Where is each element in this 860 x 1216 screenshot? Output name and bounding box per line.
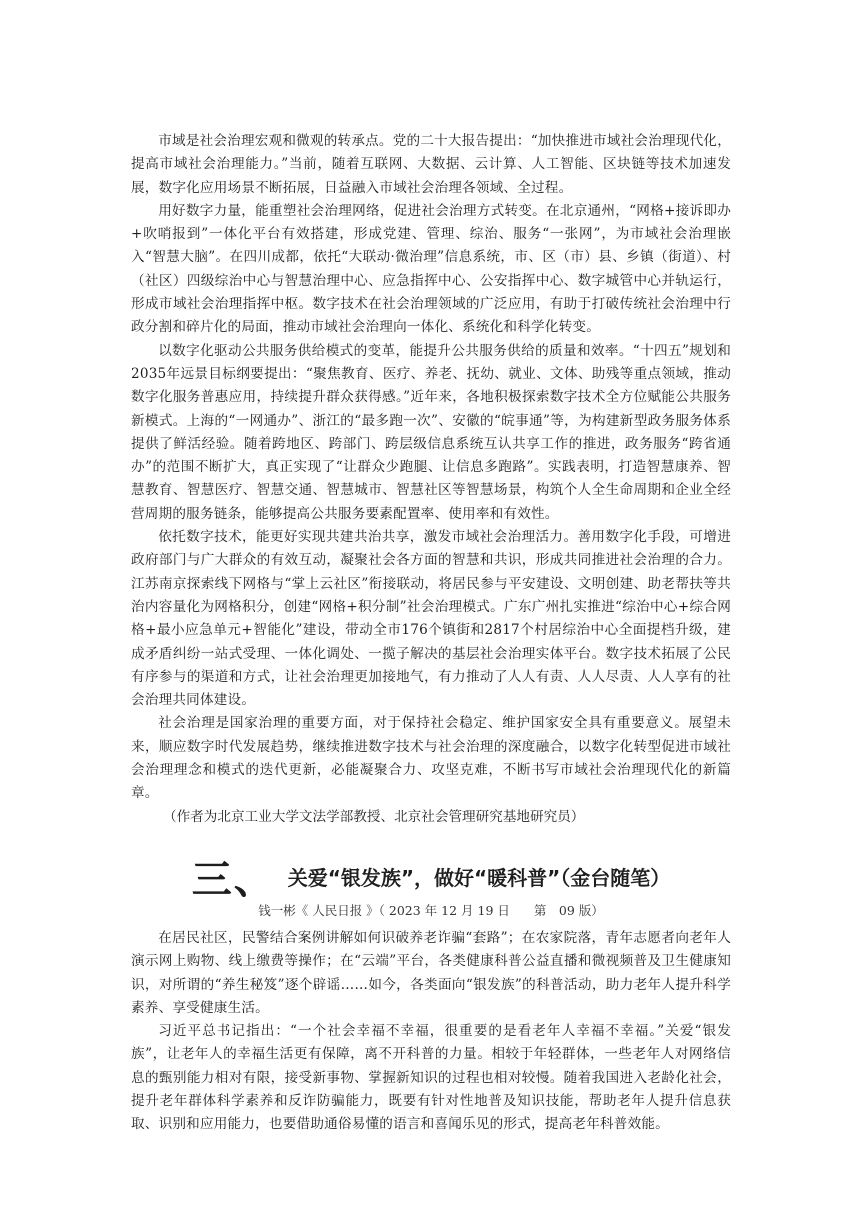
article2-source-page: 第 09 版）	[533, 902, 604, 918]
author-note: （作者为北京工业大学文法学部教授、北京社会管理研究基地研究员）	[163, 808, 585, 825]
article2-source-main: 钱一彬《 人民日报 》（ 2023 年 12 月 19 日	[258, 902, 510, 918]
article1-paragraph-3: 以数字化驱动公共服务供给模式的变革，能提升公共服务供给的质量和效率。“十四五”规划和2035年远景目标纲要提出：“聚焦教育、医疗、养老、抚幼、就业、文体、助残等重点领域，推动数字化服务普惠应用，持续提升群众获得感。”近年来，各地积极探索数字技术全方位赋能公共服务新模式。上海的“一网通办”、浙江的“最多跑一次”、安徽的“皖事通”等，为构建新型政务服务体系提供了鲜活经验。随着跨地区、跨部门、跨层级信息系统互认共享工作的推进，政务服务“跨省通办”的范围不断扩大，真正实现了“让群众少跑腿、让信息多跑路”。实践表明，打造智慧康养、智慧教育、智慧医疗、智慧交通、智慧城市、智慧社区等智慧场景，构筑个人全生命周期和企业全经营周期的服务链条，能够提高公共服务要素配置率、使用率和有效性。	[131, 342, 731, 522]
article2-paragraph-2: 习近平总书记指出：“一个社会幸福不幸福，很重要的是看老年人幸福不幸福。”关爱“银发族”，让老年人的幸福生活更有保障，离不开科普的力量。相较于年轻群体，一些老年人对网络信息的甄别能力相对有限，接受新事物、掌握新知识的过程也相对较慢。随着我国进入老龄化社会，提升老年群体科学素养和反诈防骗能力，既要有针对性地普及知识技能，帮助老年人提升信息获取、识别和应用能力，也要借助通俗易懂的语言和喜闻乐见的形式，提高老年科普效能。	[131, 1023, 731, 1133]
article1-paragraph-5: 社会治理是国家治理的重要方面，对于保持社会稳定、维护国家安全具有重要意义。展望未来，顺应数字时代发展趋势，继续推进数字技术与社会治理的深度融合，以数字化转型促进市域社会治理理念和模式的迭代更新，必能凝聚合力、攻坚克难，不断书写市域社会治理现代化的新篇章。	[131, 715, 731, 802]
article2-paragraph-1: 在居民社区，民警结合案例讲解如何识破养老诈骗“套路”；在农家院落，青年志愿者向老年人演示网上购物、线上缴费等操作；在“云端”平台，各类健康科普公益直播和微视频普及卫生健康知识，对所谓的“养生秘笈”逐个辟谣……如今，各类面向“银发族”的科普活动，助力老年人提升科学素养、享受健康生活。	[131, 929, 731, 1016]
article1-paragraph-4: 依托数字技术，能更好实现共建共治共享，激发市域社会治理活力。善用数字化手段，可增进政府部门与广大群众的有效互动，凝聚社会各方面的智慧和共识，形成共同推进社会治理的合力。江苏南京探索线下网格与“掌上云社区”衔接联动，将居民参与平安建设、文明创建、助老帮扶等共治内容量化为网格积分，创建“网格+积分制”社会治理模式。广东广州扎实推进“综治中心+综合网格+最小应急单元+智能化”建设，带动全市176个镇街和2817个村居综治中心全面提档升级，建成矛盾纠纷一站式受理、一体化调处、一揽子解决的基层社会治理实体平台。数字技术拓展了公民有序参与的渠道和方式，让社会治理更加接地气，有力推动了人人有责、人人尽责、人人享有的社会治理共同体建设。	[131, 529, 731, 709]
article2-heading	[131, 855, 731, 904]
section-number: 三、	[191, 857, 276, 904]
article1-paragraph-2: 用好数字力量，能重塑社会治理网络，促进社会治理方式转变。在北京通州，“网格+接诉即办+吹哨报到”一体化平台有效搭建，形成党建、管理、综治、服务“一张网”，为市域社会治理嵌入“智慧大脑”。在四川成都，依托“大联动·微治理”信息系统，市、区（市）县、乡镇（街道）、村（社区）四级综治中心与智慧治理中心、应急指挥中心、公安指挥中心、数字城管中心并轨运行，形成市域社会治理指挥中枢。数字技术在社会治理领域的广泛应用，有助于打破传统社会治理中行政分割和碎片化的局面，推动市域社会治理向一体化、系统化和科学化转变。	[131, 202, 731, 336]
article2-title: 关爱“银发族”，做好“暖科普”（金台随笔）	[287, 866, 671, 891]
document-page	[131, 130, 731, 1137]
article1-paragraph-1: 市域是社会治理宏观和微观的转承点。党的二十大报告提出：“加快推进市域社会治理现代化，提高市域社会治理能力。”当前，随着互联网、大数据、云计算、人工智能、区块链等技术加速发展，数字化应用场景不断拓展，日益融入市域社会治理各领域、全过程。	[131, 133, 731, 196]
